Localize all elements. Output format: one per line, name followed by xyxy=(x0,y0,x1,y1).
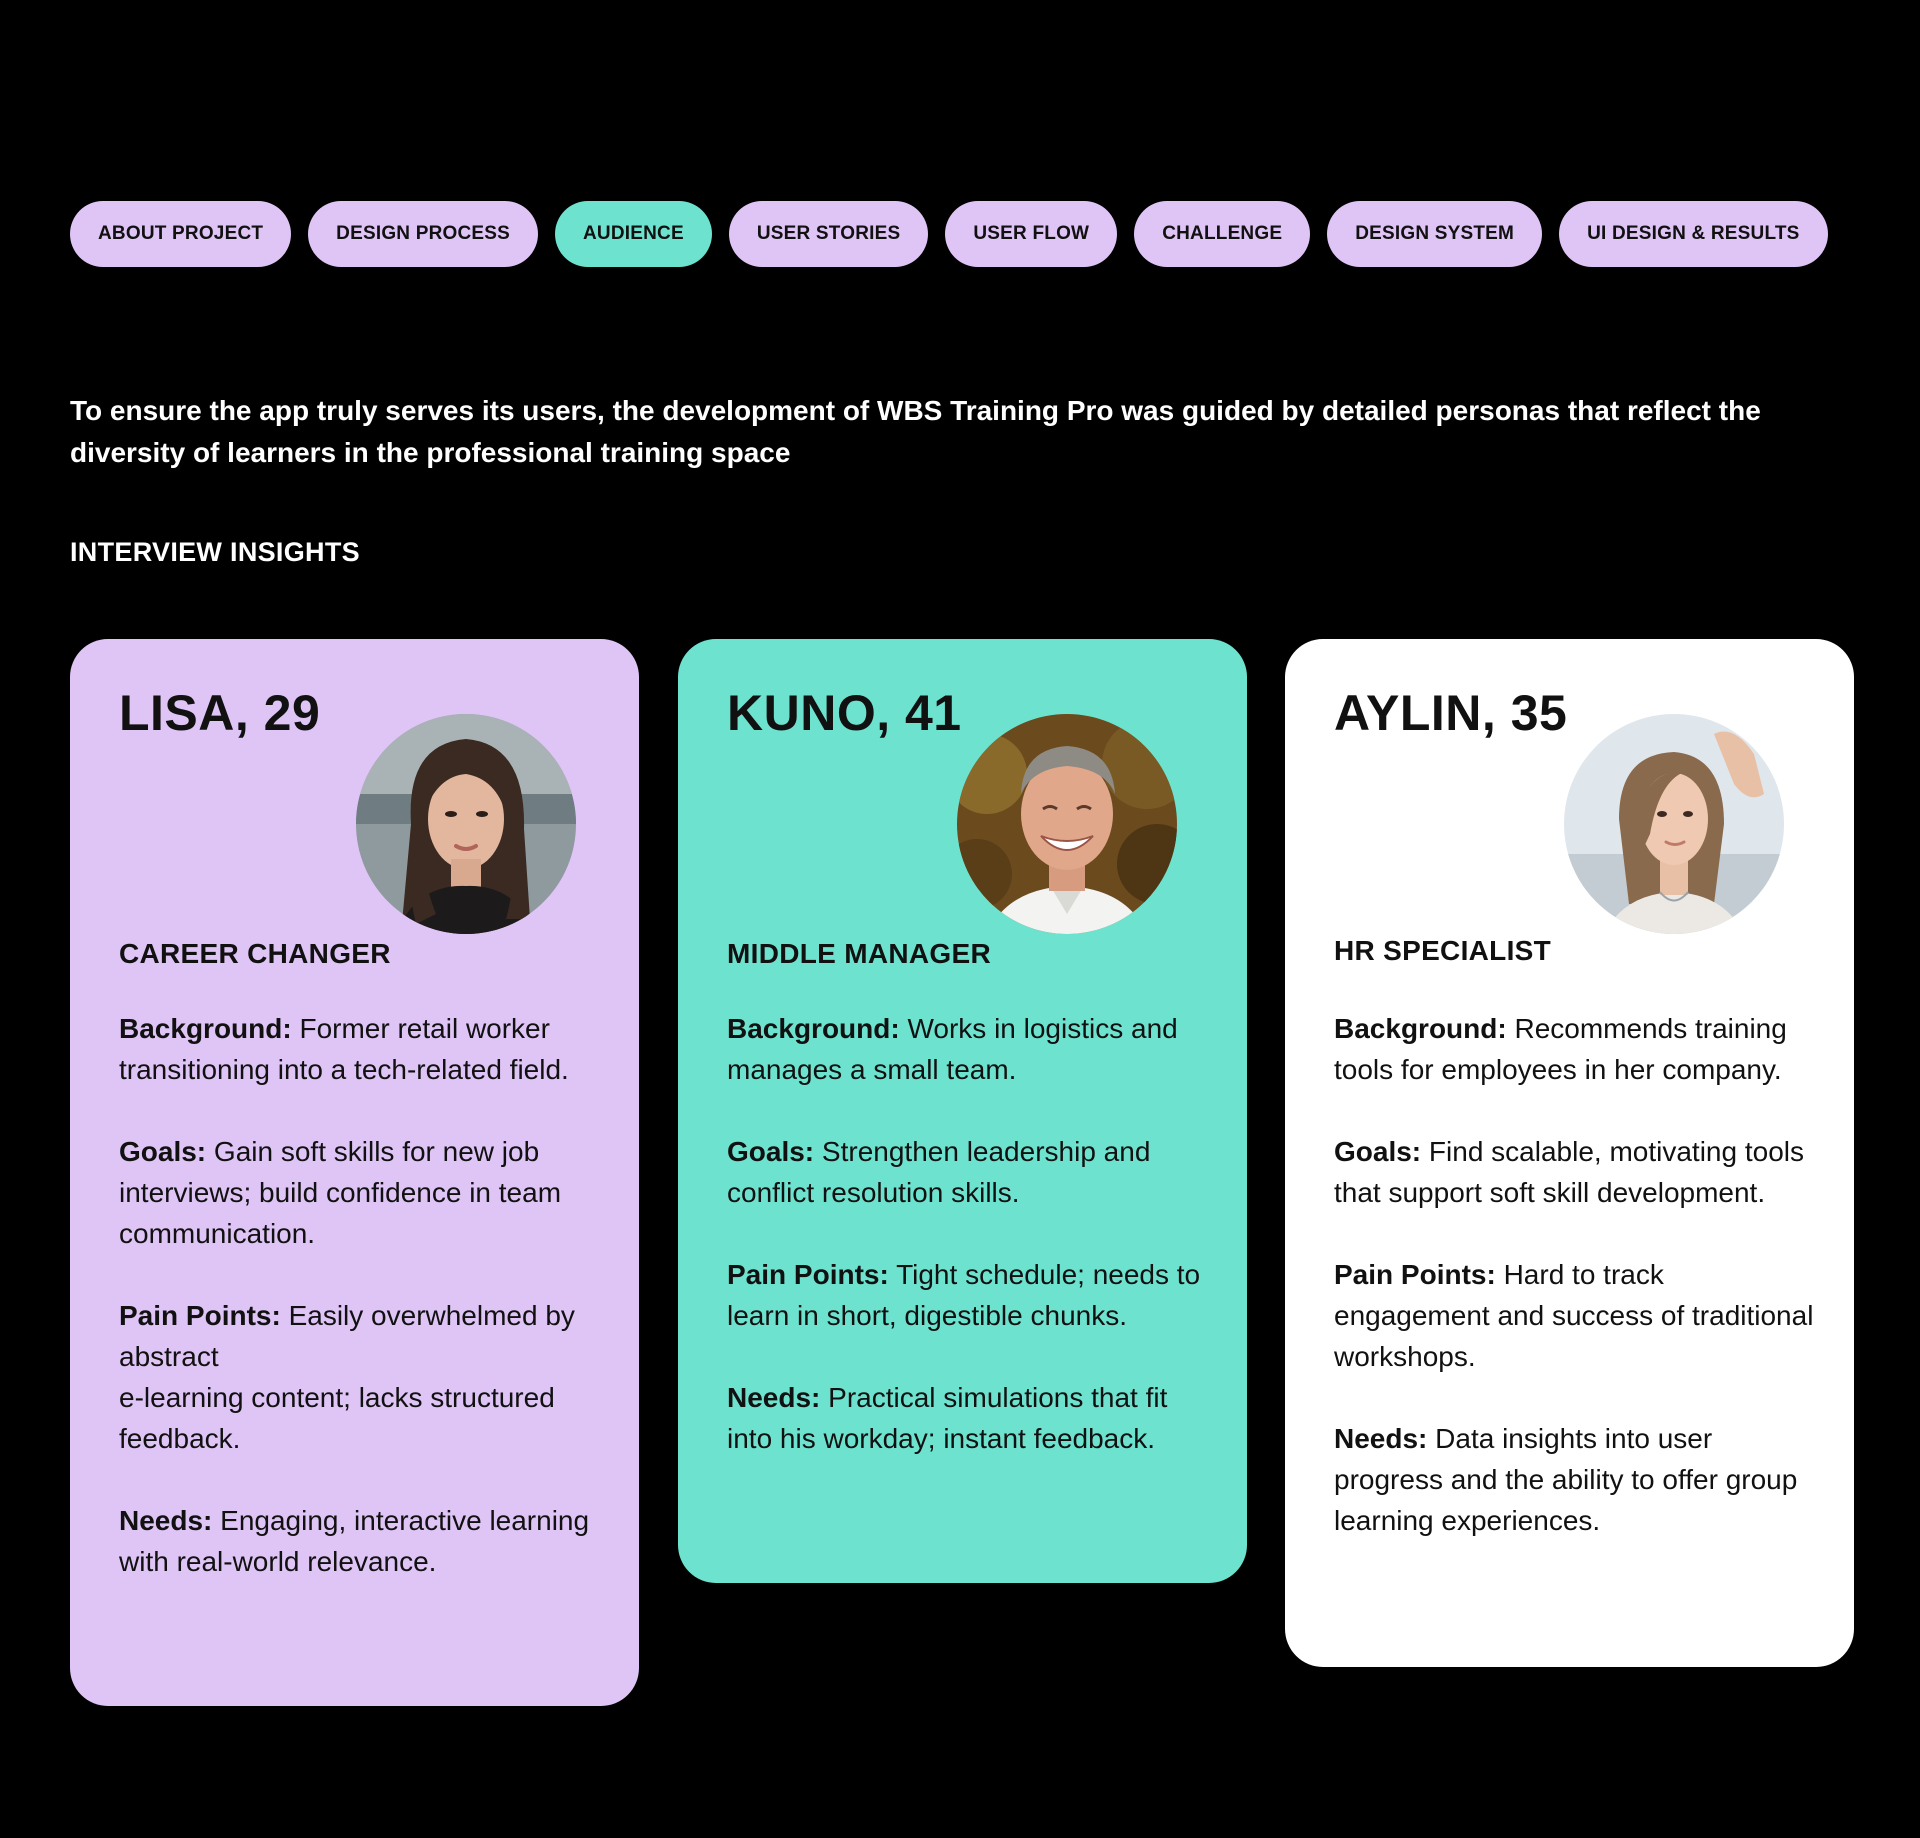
persona-name: LISA, 29 xyxy=(119,685,321,741)
persona-role: HR SPECIALIST xyxy=(1334,935,1552,966)
background-label: Background: xyxy=(1334,1013,1507,1044)
persona-needs xyxy=(727,1377,1207,1459)
goals-text: Find scalable, motivating tools that support soft skill development. xyxy=(1334,1136,1804,1208)
persona-details xyxy=(1334,1008,1814,1582)
nav-pill-about-project[interactable]: ABOUT PROJECT xyxy=(70,201,291,267)
background-label: Background: xyxy=(727,1013,900,1044)
persona-details xyxy=(119,1008,599,1623)
persona-name: AYLIN, 35 xyxy=(1334,685,1568,741)
pain-points-text: Tight schedule; needs to learn in short, digestible chunks. xyxy=(727,1259,1201,1331)
goals-label: Goals: xyxy=(1334,1136,1422,1167)
pain-points-text: Hard to track engagement and success of traditional workshops. xyxy=(1334,1259,1814,1372)
needs-text: Practical simulations that fit into his workday; instant feedback. xyxy=(727,1382,1168,1454)
nav-pill-audience[interactable]: AUDIENCE xyxy=(555,201,712,267)
nav-pill-design-system[interactable]: DESIGN SYSTEM xyxy=(1327,201,1542,267)
persona-avatar-aylin xyxy=(1564,714,1784,934)
persona-avatar-kuno xyxy=(957,714,1177,934)
section-title: INTERVIEW INSIGHTS xyxy=(70,537,360,567)
nav-pill-user-stories[interactable]: USER STORIES xyxy=(729,201,929,267)
persona-details xyxy=(727,1008,1207,1500)
persona-avatar-lisa xyxy=(356,714,576,934)
persona-goals xyxy=(1334,1131,1814,1213)
persona-card-kuno xyxy=(678,639,1247,1583)
nav-pill-ui-design-results[interactable]: UI DESIGN & RESULTS xyxy=(1559,201,1827,267)
intro-text: To ensure the app truly serves its users, the development of WBS Training Pro was guided by detailed personas that reflect the diversity of learners in the professional training space xyxy=(70,395,1761,468)
background-text: Former retail worker transitioning into a tech-related field. xyxy=(119,1013,569,1085)
pain-points-label: Pain Points: xyxy=(119,1300,281,1331)
needs-label: Needs: xyxy=(727,1382,821,1413)
pain-points-text-cont: e-learning content; lacks structured feedback. xyxy=(119,1382,555,1454)
goals-label: Goals: xyxy=(727,1136,815,1167)
persona-background xyxy=(119,1008,599,1090)
needs-label: Needs: xyxy=(119,1505,213,1536)
pain-points-label: Pain Points: xyxy=(727,1259,889,1290)
persona-role: MIDDLE MANAGER xyxy=(727,938,991,969)
goals-label: Goals: xyxy=(119,1136,207,1167)
pain-points-label: Pain Points: xyxy=(1334,1259,1496,1290)
persona-pain-points xyxy=(727,1254,1207,1336)
persona-card-lisa xyxy=(70,639,639,1706)
nav-pill-user-flow[interactable]: USER FLOW xyxy=(945,201,1117,267)
persona-goals xyxy=(727,1131,1207,1213)
pain-points-text: Easily overwhelmed by abstract xyxy=(119,1300,575,1372)
persona-needs xyxy=(1334,1418,1814,1541)
background-label: Background: xyxy=(119,1013,292,1044)
goals-text: Strengthen leadership and conflict resolution skills. xyxy=(727,1136,1151,1208)
persona-goals xyxy=(119,1131,599,1254)
background-text: Recommends training tools for employees in her company. xyxy=(1334,1013,1787,1085)
persona-background xyxy=(727,1008,1207,1090)
persona-pain-points xyxy=(119,1295,599,1459)
persona-background xyxy=(1334,1008,1814,1090)
persona-pain-points xyxy=(1334,1254,1814,1377)
nav-pill-design-process[interactable]: DESIGN PROCESS xyxy=(308,201,538,267)
background-text: Works in logistics and manages a small team. xyxy=(727,1013,1178,1085)
persona-card-aylin xyxy=(1285,639,1854,1667)
needs-label: Needs: xyxy=(1334,1423,1428,1454)
needs-text: Data insights into user progress and the ability to offer group learning experiences. xyxy=(1334,1423,1798,1536)
persona-needs xyxy=(119,1500,599,1582)
persona-name: KUNO, 41 xyxy=(727,685,962,741)
nav-pill-challenge[interactable]: CHALLENGE xyxy=(1134,201,1310,267)
needs-text: Engaging, interactive learning with real-world relevance. xyxy=(119,1505,590,1577)
section-nav xyxy=(70,201,1828,267)
goals-text: Gain soft skills for new job interviews; build confidence in team communication. xyxy=(119,1136,562,1249)
persona-role: CAREER CHANGER xyxy=(119,938,391,969)
